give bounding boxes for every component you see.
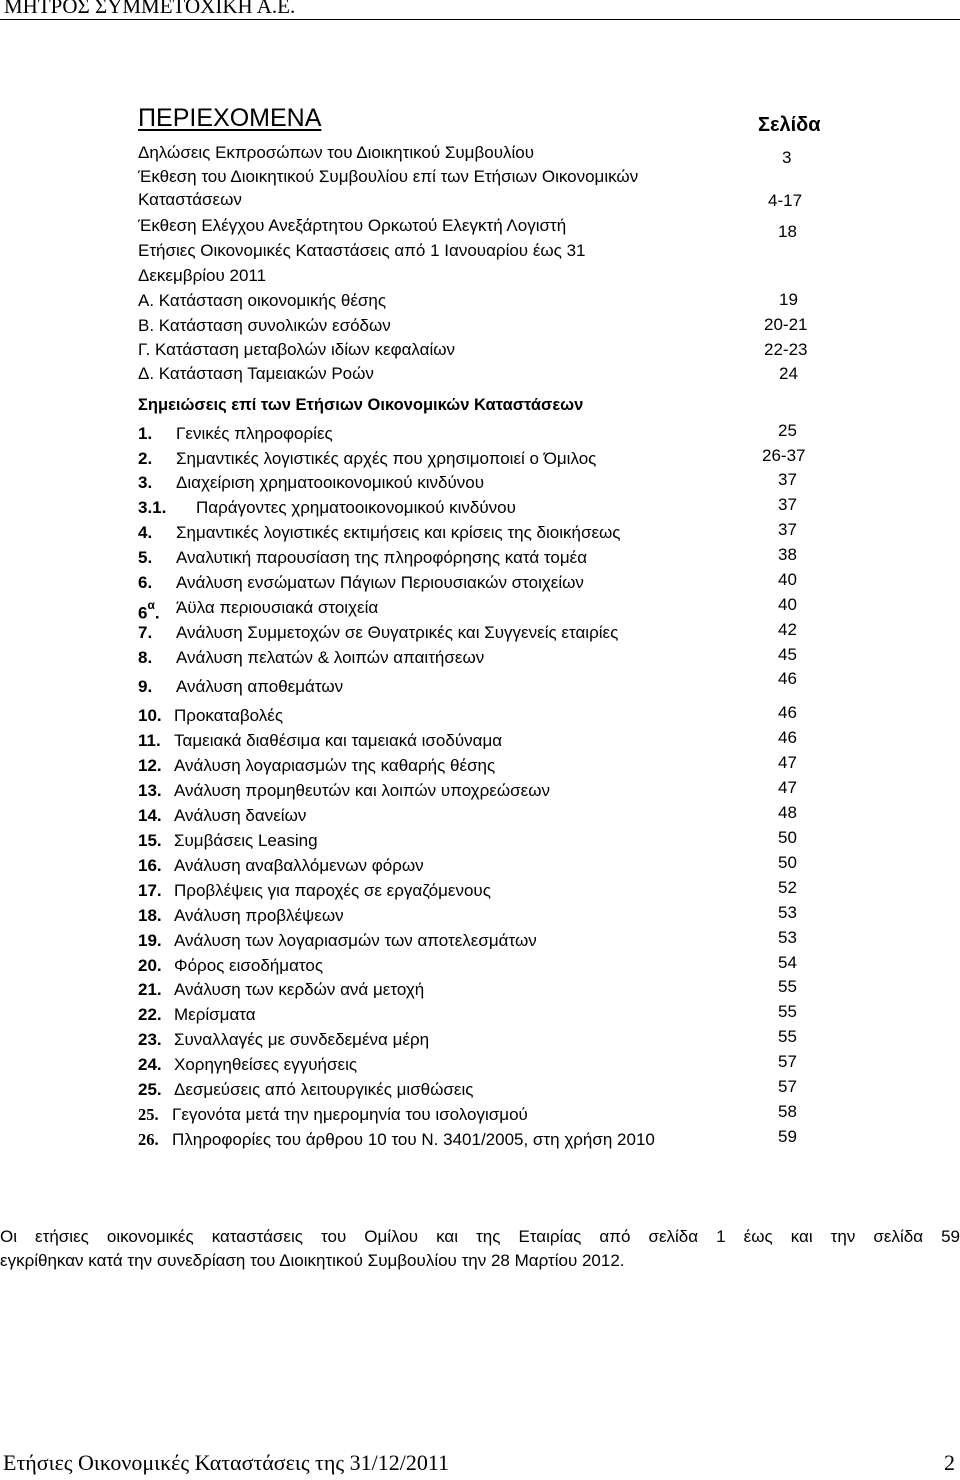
notes-entry: [138, 728, 797, 753]
toc-entry-page: 3: [782, 148, 792, 167]
notes-entry-page: 53: [778, 903, 797, 922]
notes-entry-label: Σημαντικές λογιστικές εκτιμήσεις και κρίσεις της διοικήσεως: [176, 523, 621, 542]
notes-entry-number: 11.: [138, 731, 161, 750]
notes-entry-page: 55: [778, 977, 797, 996]
toc-entry-page: 22-23: [764, 340, 808, 359]
notes-entry: [138, 977, 797, 1002]
notes-section-heading: Σημειώσεις επί των Ετήσιων Οικονομικών Καταστάσεων: [138, 396, 584, 414]
notes-entry-number: 7.: [138, 623, 153, 642]
notes-entry: [138, 421, 797, 446]
toc-title: ΠΕΡΙΕΧΟΜΕΝΑ: [138, 104, 322, 132]
notes-entry-label: Προβλέψεις για παροχές σε εργαζόμενους: [174, 881, 491, 900]
document-footer-title: Ετήσιες Οικονομικές Καταστάσεις της 31/12/2011: [3, 1450, 450, 1475]
notes-entry-number: 13.: [138, 781, 162, 800]
notes-entry-page: 38: [778, 545, 797, 564]
notes-entry-page: 42: [778, 620, 797, 639]
notes-entry-number: 10.: [138, 706, 162, 725]
notes-entry-page: 58: [778, 1102, 797, 1121]
notes-entry-number: 1.: [138, 424, 153, 443]
notes-entry: [138, 828, 797, 853]
notes-entry-number: [138, 598, 160, 624]
toc-entry: Έκθεση του Διοικητικού Συμβουλίου επί των Ετήσιων Οικονομικών: [138, 167, 639, 186]
notes-entry: [138, 703, 797, 728]
notes-entry-number: 22.: [138, 1005, 162, 1024]
notes-entry-page: 26-37: [762, 446, 806, 465]
notes-entry-number: 23.: [138, 1030, 162, 1049]
notes-entry: [138, 803, 797, 828]
notes-entry: [138, 1102, 797, 1127]
notes-entry-page: 52: [778, 878, 797, 897]
notes-entry-label: Ανάλυση αποθεμάτων: [176, 677, 344, 696]
notes-entry-label: Προκαταβολές: [174, 706, 284, 725]
notes-entry-label: Γεγονότα μετά την ημερομηνία του ισολογισμού: [172, 1105, 528, 1124]
notes-entry-number: 2.: [138, 449, 153, 468]
notes-entry-label: Ανάλυση πελατών & λοιπών απαιτήσεων: [176, 648, 485, 667]
notes-entry-label: Ανάλυση προβλέψεων: [174, 906, 344, 925]
notes-entry-page: 37: [778, 495, 797, 514]
notes-entry-number: 9.: [138, 677, 153, 696]
notes-entry: [138, 1002, 797, 1027]
notes-entry-page: 47: [778, 753, 797, 772]
document-header-title: ΜΗΤΡΟΣ ΣΥΜΜΕΤΟΧΙΚΗ Α.Ε.: [4, 0, 296, 18]
notes-entry: [138, 669, 797, 699]
notes-entry-number: 4.: [138, 523, 153, 542]
notes-entry: [138, 878, 797, 903]
toc-entry-continuation: Δεκεμβρίου 2011: [138, 266, 267, 285]
notes-entry: [138, 853, 797, 878]
notes-entry: [138, 446, 806, 471]
toc-entry-page: 4-17: [768, 191, 803, 210]
notes-entry-label: Ανάλυση των λογαριασμών των αποτελεσμάτων: [174, 931, 537, 950]
toc-entry: Δ. Κατάσταση Ταμειακών Ροών: [138, 364, 374, 383]
notes-entry-number: 3.: [138, 473, 153, 492]
notes-entry-page: 37: [778, 470, 797, 489]
notes-entry-number-suffix: .: [154, 603, 160, 623]
notes-entry-label: Ανάλυση δανείων: [174, 806, 307, 825]
notes-entry-page: 55: [778, 1002, 797, 1021]
notes-entry-number: 8.: [138, 648, 153, 667]
notes-entry: [138, 1052, 797, 1077]
notes-entry: [138, 570, 797, 595]
notes-entry-number: 12.: [138, 756, 162, 775]
notes-entry-page: 46: [778, 728, 797, 747]
notes-entry: [138, 495, 797, 520]
notes-entry: [138, 1077, 797, 1102]
notes-entry: [138, 903, 797, 928]
notes-entry: [138, 470, 797, 495]
notes-entry: [138, 1027, 797, 1052]
toc-entry-page: 19: [779, 290, 798, 309]
notes-entry: [138, 620, 797, 645]
approval-note-line-2: εγκρίθηκαν κατά την συνεδρίαση του Διοικητικού Συμβουλίου την 28 Μαρτίου 2012.: [0, 1251, 625, 1270]
notes-entry-number: 19.: [138, 931, 162, 950]
notes-entry-label: Ανάλυση προμηθευτών και λοιπών υποχρεώσεων: [174, 781, 550, 800]
notes-entry-page: 50: [778, 828, 797, 847]
toc-entry: Β. Κατάσταση συνολικών εσόδων: [138, 316, 391, 335]
notes-entry-page: 50: [778, 853, 797, 872]
toc-entry-page: 18: [778, 222, 797, 241]
notes-entry-label: Φόρος εισοδήματος: [174, 956, 324, 975]
notes-entry-page: 45: [778, 645, 797, 664]
notes-entry: [138, 520, 797, 545]
notes-entry-page: 57: [778, 1052, 797, 1071]
notes-entry-page: 25: [778, 421, 797, 440]
toc-entry: Ετήσιες Οικονομικές Καταστάσεις από 1 Ιανουαρίου έως 31: [138, 241, 586, 260]
toc-entry: Έκθεση Ελέγχου Ανεξάρτητου Ορκωτού Ελεγκτή Λογιστή: [138, 216, 567, 235]
notes-entry-page: 46: [778, 703, 797, 722]
notes-entry-number-base: 6: [138, 603, 148, 623]
notes-entry-number: 6.: [138, 573, 153, 592]
notes-entry-number: 25.: [138, 1080, 162, 1099]
notes-entry-number: 14.: [138, 806, 162, 825]
notes-entry-label: Ανάλυση ενσώματων Πάγιων Περιουσιακών στοιχείων: [176, 573, 584, 592]
notes-entry-label: Χορηγηθείσες εγγυήσεις: [174, 1055, 358, 1074]
notes-entry-page: 37: [778, 520, 797, 539]
notes-entry-label: Ανάλυση λογαριασμών της καθαρής θέσης: [174, 756, 496, 775]
notes-entry: [138, 953, 797, 978]
notes-entry-page: 53: [778, 928, 797, 947]
notes-entry-label: Συμβάσεις Leasing: [174, 831, 318, 850]
notes-entry-number: 20.: [138, 956, 162, 975]
notes-entry-number: 18.: [138, 906, 162, 925]
notes-entry: [138, 778, 797, 803]
header-divider: [0, 19, 960, 20]
notes-entry-label: Σημαντικές λογιστικές αρχές που χρησιμοποιεί ο Όμιλος: [176, 449, 597, 468]
notes-entry-label: Γενικές πληροφορίες: [176, 424, 333, 443]
notes-entry-page: 40: [778, 595, 797, 614]
notes-entry-page: 48: [778, 803, 797, 822]
notes-entry: [138, 1127, 797, 1152]
notes-entry-number: 17.: [138, 881, 162, 900]
toc-entry: Δηλώσεις Εκπροσώπων του Διοικητικού Συμβουλίου: [138, 143, 535, 162]
page-number: 2: [944, 1450, 955, 1475]
notes-entry-number: 16.: [138, 856, 162, 875]
notes-entry-label: Ανάλυση Συμμετοχών σε Θυγατρικές και Συγγενείς εταιρίες: [176, 623, 619, 642]
notes-entry-page: 54: [778, 953, 797, 972]
notes-entry-label: Δεσμεύσεις από λειτουργικές μισθώσεις: [174, 1080, 474, 1099]
notes-entry-label: Πληροφορίες του άρθρου 10 του Ν. 3401/2005, στη χρήση 2010: [172, 1130, 655, 1149]
notes-entry-number: 21.: [138, 980, 162, 999]
notes-entry-number-superscript: α: [147, 598, 155, 612]
notes-entry: [138, 545, 797, 570]
approval-note: [0, 1225, 960, 1273]
notes-entry-number: 26.: [138, 1130, 159, 1149]
notes-entry-number: 24.: [138, 1055, 162, 1074]
notes-entry-number: 15.: [138, 831, 162, 850]
toc-entry: Α. Κατάσταση οικονομικής θέσης: [138, 291, 387, 310]
notes-entry: [138, 645, 797, 670]
notes-entry-number: 5.: [138, 548, 153, 567]
notes-entry-label: Ταμειακά διαθέσιμα και ταμειακά ισοδύναμα: [174, 731, 503, 750]
toc-entry-continuation: Καταστάσεων: [138, 190, 242, 209]
notes-entry-number: 25.: [138, 1105, 159, 1124]
notes-entry-label: Ανάλυση των κερδών ανά μετοχή: [174, 980, 425, 999]
notes-entry: [138, 595, 797, 623]
toc-entry-page: 24: [779, 364, 798, 383]
notes-entry-label: Μερίσματα: [174, 1005, 256, 1024]
notes-entry-page: 55: [778, 1027, 797, 1046]
notes-entry-number: 3.1.: [138, 498, 167, 517]
notes-entry-page: 40: [778, 570, 797, 589]
notes-entry-page: 59: [778, 1127, 797, 1146]
notes-entry-page: 47: [778, 778, 797, 797]
notes-entry-label: Αναλυτική παρουσίαση της πληροφόρησης κατά τομέα: [176, 548, 588, 567]
notes-entry-label: Ανάλυση αναβαλλόμενων φόρων: [174, 856, 424, 875]
notes-entry-label: Συναλλαγές με συνδεδεμένα μέρη: [174, 1030, 430, 1049]
notes-entry: [138, 753, 797, 778]
notes-entry-page: 57: [778, 1077, 797, 1096]
notes-entry: [138, 928, 797, 953]
toc-entry: Γ. Κατάσταση μεταβολών ιδίων κεφαλαίων: [138, 340, 456, 359]
notes-entry-page: 46: [778, 669, 797, 688]
toc-entry-page: 20-21: [764, 315, 808, 334]
notes-entry-label: Παράγοντες χρηματοοικονομικού κινδύνου: [196, 498, 516, 517]
notes-entry-label: Άϋλα περιουσιακά στοιχεία: [176, 598, 379, 617]
notes-entry-label: Διαχείριση χρηματοοικονομικού κινδύνου: [176, 473, 485, 492]
page-column-label: Σελίδα: [758, 114, 821, 136]
approval-note-line-1: Οι ετήσιες οικονομικές καταστάσεις του Ομίλου και της Εταιρίας από σελίδα 1 έως και την σελίδα 59: [0, 1227, 960, 1246]
